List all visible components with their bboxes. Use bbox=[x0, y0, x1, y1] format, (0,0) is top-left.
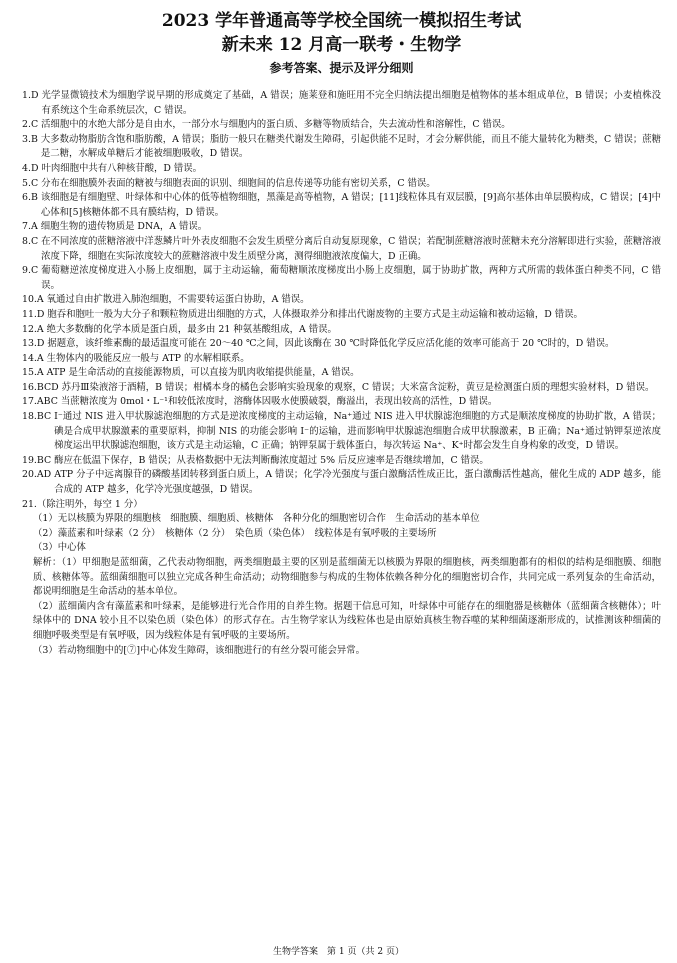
answer-text: 生物体内的吸能反应一般与 ATP 的水解相联系。 bbox=[46, 352, 250, 364]
answer-item bbox=[22, 352, 661, 367]
answer-item bbox=[22, 89, 661, 118]
answer-text: ATP 是生命活动的直接能源物质，可以直接为肌肉收缩提供能量，A 错误。 bbox=[46, 367, 360, 379]
answer-number: 9.C bbox=[22, 265, 39, 277]
answer-item bbox=[22, 468, 661, 497]
answer-line: （3）中心体 bbox=[33, 542, 86, 554]
answer-text: 光学显微镜技术为细胞学说早期的形成奠定了基础，A 错误；施莱登和施旺用不完全归纳法提出细胞是植物体的基本组成单位，B 错误；小麦植株没有系统这个生命系统层次，C 错误。 bbox=[41, 90, 661, 116]
answer-number: 2.C bbox=[22, 119, 39, 131]
answer-line: （2）藻蓝素和叶绿素（2 分） 核糖体（2 分） 染色质（染色体） 线粒体是有氧呼吸的主要场所 bbox=[33, 527, 437, 539]
answer-text: 分布在细胞膜外表面的糖被与细胞表面的识别、细胞间的信息传递等功能有密切关系，C 错误。 bbox=[41, 177, 436, 189]
answer-text: 酶应在低温下保存，B 错误；从表格数据中无法判断酶浓度超过 5% 后反应速率是否继续增加，C 错误。 bbox=[54, 454, 489, 466]
answer-number: 21. bbox=[22, 498, 37, 510]
answer-number: 1.D bbox=[22, 90, 39, 101]
answer-text: 据题意，该纤维素酶的最适温度可能在 20～40 ℃之间，因此该酶在 30 ℃时降低化学反应活化能的效率可能高于 20 ℃时的，D 错误。 bbox=[47, 338, 615, 350]
answer-item bbox=[22, 220, 661, 235]
exam-title: 2023 学年普通高等学校全国统一模拟招生考试 bbox=[161, 11, 522, 31]
answer-number: 15.A bbox=[22, 367, 44, 379]
answer-number: 7.A bbox=[22, 221, 38, 233]
answer-text: 叶肉细胞中共有八种核苷酸，D 错误。 bbox=[41, 162, 202, 174]
answer-number: 6.B bbox=[22, 192, 38, 204]
answer-item bbox=[22, 162, 661, 177]
answer-item bbox=[22, 264, 661, 293]
answer-number: 3.B bbox=[22, 133, 38, 145]
exam-subtitle: 新未来 12 月高一联考・生物学 bbox=[221, 35, 462, 55]
answer-item bbox=[22, 323, 661, 338]
answer-item bbox=[22, 133, 661, 162]
answer-item bbox=[22, 337, 661, 352]
analysis-paragraph: 解析：（1）甲细胞是蓝细菌，乙代表动物细胞，两类细胞最主要的区别是蓝细菌无以核膜为界限的细胞核，两类细胞都有的相似的结构是细胞膜、细胞质、核糖体等。蓝细菌细胞可以独立完成各种生命活动；动物细胞参与构成的生物体依赖各种分化的细胞密切合作，共同完成一系列复杂的生命活动，都说明细胞是生命活动的基本单位。 bbox=[33, 557, 661, 598]
answer-text: 葡萄糖逆浓度梯度进入小肠上皮细胞，属于主动运输，葡萄糖顺浓度梯度出小肠上皮细胞，属于协助扩散，两种方式所需的载体蛋白种类不同，C 错误。 bbox=[41, 265, 661, 291]
answer-item bbox=[22, 454, 661, 469]
answer-number: 16.BCD bbox=[22, 381, 59, 393]
answer-text: 大多数动物脂肪含饱和脂肪酸，A 错误；脂肪一般只在糖类代谢发生障碍，引起供能不足时，才会分解供能，而且不能大量转化为糖类，C 错误；蔗糖是二糖，水解成单糖后才能被细胞吸收，D 错误。 bbox=[40, 133, 661, 160]
answer-number: 4.D bbox=[22, 162, 39, 174]
answer-number: 11.D bbox=[22, 308, 45, 320]
answer-text: 该细胞是有细胞壁、叶绿体和中心体的低等植物细胞，黑藻是高等植物，A 错误；[11]线粒体具有双层膜，[9]高尔基体由单层膜构成，C 错误；[4]中心体和[5]核糖体都不具有膜结构，D 错误。 bbox=[40, 192, 661, 218]
answer-item bbox=[22, 177, 661, 192]
answer-text: 胞吞和胞吐一般为大分子和颗粒物质进出细胞的方式，人体摄取养分和排出代谢废物的主要方式是主动运输和被动运输，D 错误。 bbox=[47, 308, 583, 320]
answer-number: 10.A bbox=[22, 294, 44, 306]
answer-text: 氧通过自由扩散进入肺泡细胞，不需要转运蛋白协助，A 错误。 bbox=[46, 294, 310, 306]
answer-number: 8.C bbox=[22, 235, 39, 247]
analysis-paragraph: （3）若动物细胞中的[⑦]中心体发生障碍，该细胞进行的有丝分裂可能会异常。 bbox=[33, 644, 366, 656]
answer-text: 细胞生物的遗传物质是 DNA，A 错误。 bbox=[40, 221, 208, 233]
answer-intro: （除注明外，每空 1 分） bbox=[36, 498, 143, 510]
answer-number: 19.BC bbox=[22, 454, 52, 466]
answer-number: 17.ABC bbox=[22, 396, 58, 408]
answer-text: 活细胞中的水绝大部分是自由水，一部分水与细胞内的蛋白质、多糖等物质结合，失去流动性和溶解性，C 错误。 bbox=[41, 119, 511, 131]
answer-number: 12.A bbox=[22, 323, 44, 335]
section-heading: 参考答案、提示及评分细则 bbox=[269, 61, 414, 75]
answer-item bbox=[22, 293, 661, 308]
analysis-paragraph: （2）蓝细菌内含有藻蓝素和叶绿素，是能够进行光合作用的自养生物。据题干信息可知，叶绿体中可能存在的细胞器是核糖体（蓝细菌含核糖体）；叶绿体中的 DNA 较小且不以染色质（染色体）的形式存在。古生物学家认为线粒体也是由原始真核生物吞噬的某种细菌逐渐形成的，试推测该种细菌的细胞呼吸类型是有氧呼吸，因为线粒体是有氧呼吸的主要场所。 bbox=[33, 600, 661, 641]
answer-item bbox=[22, 118, 661, 133]
answer-list bbox=[22, 89, 661, 658]
answer-text: 当蔗糖浓度为 0mol・L⁻¹和较低浓度时，溶酶体因吸水使膜破裂，酶溢出，表现出较高的活性，D 错误。 bbox=[60, 396, 498, 408]
answer-item bbox=[22, 410, 661, 454]
answer-item bbox=[22, 381, 661, 396]
answer-item bbox=[22, 308, 661, 323]
answer-item-21 bbox=[22, 498, 661, 513]
answer-number: 14.A bbox=[22, 352, 44, 364]
page-footer: 生物学答案 第 1 页（共 2 页） bbox=[273, 947, 404, 957]
answer-line: （1）无以核膜为界限的细胞核 细胞膜、细胞质、核糖体 各种分化的细胞密切合作 生命活动的基本单位 bbox=[33, 513, 480, 525]
answer-item bbox=[22, 395, 661, 410]
answer-text: 在不同浓度的蔗糖溶液中洋葱鳞片叶外表皮细胞不会发生质壁分离后自动复原现象，C 错误；若配制蔗糖溶液时蔗糖未充分溶解即进行实验，蔗糖溶液浓度下降，细胞在实际浓度较大的蔗糖溶液中发生质壁分离，测得细胞液浓度偏大，D 正确。 bbox=[41, 235, 661, 262]
answer-text: 绝大多数酶的化学本质是蛋白质，最多由 21 种氨基酸组成，A 错误。 bbox=[46, 323, 337, 335]
answer-text: ATP 分子中远离腺苷的磷酸基团转移到蛋白质上，A 错误；化学冷光强度与蛋白激酶活性成正比，蛋白激酶活性越高，催化生成的 ADP 越多，能合成的 ATP 越多，化学冷光强度越强，D 错误。 bbox=[54, 469, 661, 496]
answer-item bbox=[22, 191, 661, 220]
answer-text: I⁻通过 NIS 进入甲状腺滤泡细胞的方式是逆浓度梯度的主动运输，Na⁺通过 NIS 进入甲状腺滤泡细胞的方式是顺浓度梯度的协助扩散，A 错误；碘是合成甲状腺激素的重要原料，抑制 NIS 的功能会影响 I⁻的运输，进而影响甲状腺滤泡细胞合成甲状腺激素，B 正确；Na⁺通过钠钾泵逆浓度梯度运出甲状腺滤泡细胞，该方式是主动运输，C 正确；钠钾泵属于载体蛋白，每次转运 Na⁺、K⁺时都会发生自身构象的改变，D 错误。 bbox=[54, 411, 661, 452]
answer-number: 18.BC bbox=[22, 411, 52, 423]
answer-number: 20.AD bbox=[22, 469, 52, 481]
answer-item bbox=[22, 235, 661, 264]
answer-number: 5.C bbox=[22, 177, 39, 189]
answer-text: 苏丹Ⅲ染液溶于酒精，B 错误；柑橘本身的橘色会影响实验现象的观察，C 错误；大米富含淀粉，黄豆是检测蛋白质的理想实验材料，D 错误。 bbox=[61, 381, 655, 393]
answer-number: 13.D bbox=[22, 338, 45, 350]
answer-item bbox=[22, 366, 661, 381]
